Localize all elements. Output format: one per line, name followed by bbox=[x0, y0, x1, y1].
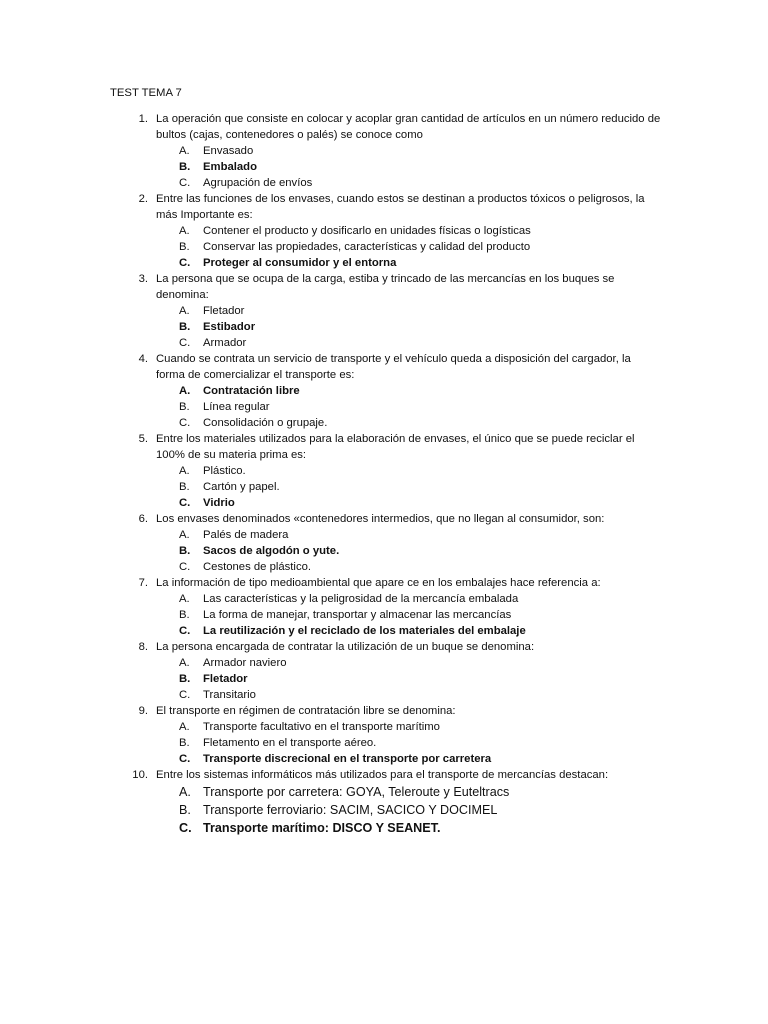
option-text: Estibador bbox=[203, 321, 256, 333]
option-letter: A. bbox=[179, 721, 190, 733]
option-letter: B. bbox=[179, 481, 190, 493]
option-letter: A. bbox=[179, 529, 190, 541]
question-number: 10. bbox=[132, 769, 148, 781]
question-number: 1. bbox=[138, 113, 148, 125]
answer-option bbox=[0, 735, 768, 751]
option-text: Sacos de algodón o yute. bbox=[203, 545, 340, 557]
option-letter: B. bbox=[179, 321, 191, 333]
option-text: Agrupación de envíos bbox=[203, 177, 313, 189]
option-letter: A. bbox=[179, 225, 190, 237]
option-letter: B. bbox=[179, 401, 190, 413]
option-text: Envasado bbox=[203, 145, 254, 157]
question-text: Los envases denominados «contenedores intermedios, que no llegan al consumidor, son: bbox=[156, 513, 605, 525]
question-item bbox=[0, 431, 768, 511]
question-number: 8. bbox=[138, 641, 148, 653]
option-text: Fletamento en el transporte aéreo. bbox=[203, 737, 377, 749]
answer-option-correct bbox=[0, 671, 768, 687]
question-item bbox=[0, 703, 768, 767]
answer-option bbox=[0, 399, 768, 415]
answer-option bbox=[0, 559, 768, 575]
option-letter: B. bbox=[179, 545, 191, 557]
question-item bbox=[0, 351, 768, 431]
answer-option bbox=[0, 143, 768, 159]
answer-option bbox=[0, 527, 768, 543]
question-text: La persona encargada de contratar la utilización de un buque se denomina: bbox=[156, 641, 535, 653]
option-text: Fletador bbox=[203, 305, 245, 317]
question-item bbox=[0, 767, 768, 837]
option-letter: C. bbox=[179, 257, 191, 269]
option-text: Vidrio bbox=[203, 497, 235, 509]
option-text: Transporte facultativo en el transporte marítimo bbox=[203, 721, 440, 733]
answer-option-correct bbox=[0, 383, 768, 399]
answer-option bbox=[0, 303, 768, 319]
question-item bbox=[0, 575, 768, 639]
answer-option-correct bbox=[0, 543, 768, 559]
option-letter: B. bbox=[179, 737, 190, 749]
option-text: Palés de madera bbox=[203, 529, 289, 541]
option-letter: B. bbox=[179, 609, 190, 621]
question-text: El transporte en régimen de contratación libre se denomina: bbox=[156, 705, 456, 717]
answer-option bbox=[0, 801, 768, 819]
option-text: Armador naviero bbox=[203, 657, 287, 669]
option-text: La reutilización y el reciclado de los materiales del embalaje bbox=[203, 625, 526, 637]
option-text: Fletador bbox=[203, 673, 248, 685]
question-text: Entre los sistemas informáticos más utilizados para el transporte de mercancías destacan: bbox=[156, 769, 609, 781]
answer-option-correct bbox=[0, 159, 768, 175]
option-letter: A. bbox=[179, 385, 191, 397]
option-letter: A. bbox=[179, 465, 190, 477]
question-number: 7. bbox=[138, 577, 148, 589]
option-text: Transporte discrecional en el transporte por carretera bbox=[203, 753, 492, 765]
question-list bbox=[0, 111, 768, 837]
question-number: 4. bbox=[138, 353, 148, 365]
answer-option bbox=[0, 783, 768, 801]
answer-option bbox=[0, 463, 768, 479]
option-letter: C. bbox=[179, 417, 191, 429]
answer-option bbox=[0, 415, 768, 431]
option-letter: C. bbox=[179, 177, 191, 189]
option-text: Transporte por carretera: GOYA, Teleroute y Euteltracs bbox=[203, 785, 510, 799]
option-text: Contener el producto y dosificarlo en unidades físicas o logísticas bbox=[203, 225, 531, 237]
option-letter: A. bbox=[179, 305, 190, 317]
option-text: Las características y la peligrosidad de la mercancía embalada bbox=[203, 593, 519, 605]
answer-option bbox=[0, 655, 768, 671]
answer-option-correct bbox=[0, 319, 768, 335]
answer-option bbox=[0, 591, 768, 607]
question-number: 2. bbox=[138, 193, 148, 205]
option-letter: C. bbox=[179, 753, 191, 765]
question-text: Entre las funciones de los envases, cuando estos se destinan a productos tóxicos o peligrosos, la más Importante es: bbox=[156, 193, 645, 221]
document-title: TEST TEMA 7 bbox=[110, 87, 182, 99]
option-letter: B. bbox=[179, 241, 190, 253]
option-text: Cartón y papel. bbox=[203, 481, 280, 493]
option-text: Transporte ferroviario: SACIM, SACICO Y DOCIMEL bbox=[203, 803, 498, 817]
option-letter: A. bbox=[179, 145, 190, 157]
answer-option-correct bbox=[0, 495, 768, 511]
option-text: Transporte marítimo: DISCO Y SEANET. bbox=[203, 821, 441, 835]
option-letter: C. bbox=[179, 625, 191, 637]
option-letter: A. bbox=[179, 593, 190, 605]
answer-option bbox=[0, 479, 768, 495]
question-item bbox=[0, 271, 768, 351]
option-text: Línea regular bbox=[203, 401, 270, 413]
option-letter: C. bbox=[179, 821, 192, 835]
option-letter: C. bbox=[179, 561, 191, 573]
answer-option bbox=[0, 607, 768, 623]
answer-option bbox=[0, 335, 768, 351]
question-number: 3. bbox=[138, 273, 148, 285]
answer-option bbox=[0, 239, 768, 255]
answer-option bbox=[0, 719, 768, 735]
question-text: La operación que consiste en colocar y acoplar gran cantidad de artículos en un número reducido de bultos (cajas, contenedores o palés) se conoce como bbox=[156, 113, 661, 141]
option-text: Armador bbox=[203, 337, 247, 349]
question-text: Entre los materiales utilizados para la elaboración de envases, el único que se puede reciclar el 100% de su materia prima es: bbox=[156, 433, 635, 461]
answer-option bbox=[0, 223, 768, 239]
option-text: Cestones de plástico. bbox=[203, 561, 312, 573]
option-text: Proteger al consumidor y el entorna bbox=[203, 257, 397, 269]
question-number: 5. bbox=[138, 433, 148, 445]
option-letter: B. bbox=[179, 161, 191, 173]
answer-option bbox=[0, 175, 768, 191]
option-text: Embalado bbox=[203, 161, 257, 173]
option-letter: C. bbox=[179, 497, 191, 509]
option-text: Contratación libre bbox=[203, 385, 300, 397]
option-letter: A. bbox=[179, 785, 191, 799]
question-item bbox=[0, 639, 768, 703]
answer-option-correct bbox=[0, 751, 768, 767]
option-letter: B. bbox=[179, 673, 191, 685]
option-text: La forma de manejar, transportar y almacenar las mercancías bbox=[203, 609, 512, 621]
question-item bbox=[0, 111, 768, 191]
answer-option-correct bbox=[0, 623, 768, 639]
question-text: La persona que se ocupa de la carga, estiba y trincado de las mercancías en los buques se denomina: bbox=[156, 273, 615, 301]
option-letter: C. bbox=[179, 689, 191, 701]
question-number: 6. bbox=[138, 513, 148, 525]
option-letter: A. bbox=[179, 657, 190, 669]
answer-option bbox=[0, 687, 768, 703]
option-letter: C. bbox=[179, 337, 191, 349]
question-number: 9. bbox=[138, 705, 148, 717]
question-text: Cuando se contrata un servicio de transporte y el vehículo queda a disposición del cargador, la forma de comercializar el transporte es: bbox=[156, 353, 631, 381]
option-text: Consolidación o grupaje. bbox=[203, 417, 328, 429]
option-text: Conservar las propiedades, características y calidad del producto bbox=[203, 241, 531, 253]
answer-option-correct bbox=[0, 819, 768, 837]
option-text: Transitario bbox=[203, 689, 256, 701]
answer-option-correct bbox=[0, 255, 768, 271]
option-text: Plástico. bbox=[203, 465, 246, 477]
option-letter: B. bbox=[179, 803, 191, 817]
question-item bbox=[0, 191, 768, 271]
question-text: La información de tipo medioambiental que apare ce en los embalajes hace referencia a: bbox=[156, 577, 601, 589]
question-item bbox=[0, 511, 768, 575]
